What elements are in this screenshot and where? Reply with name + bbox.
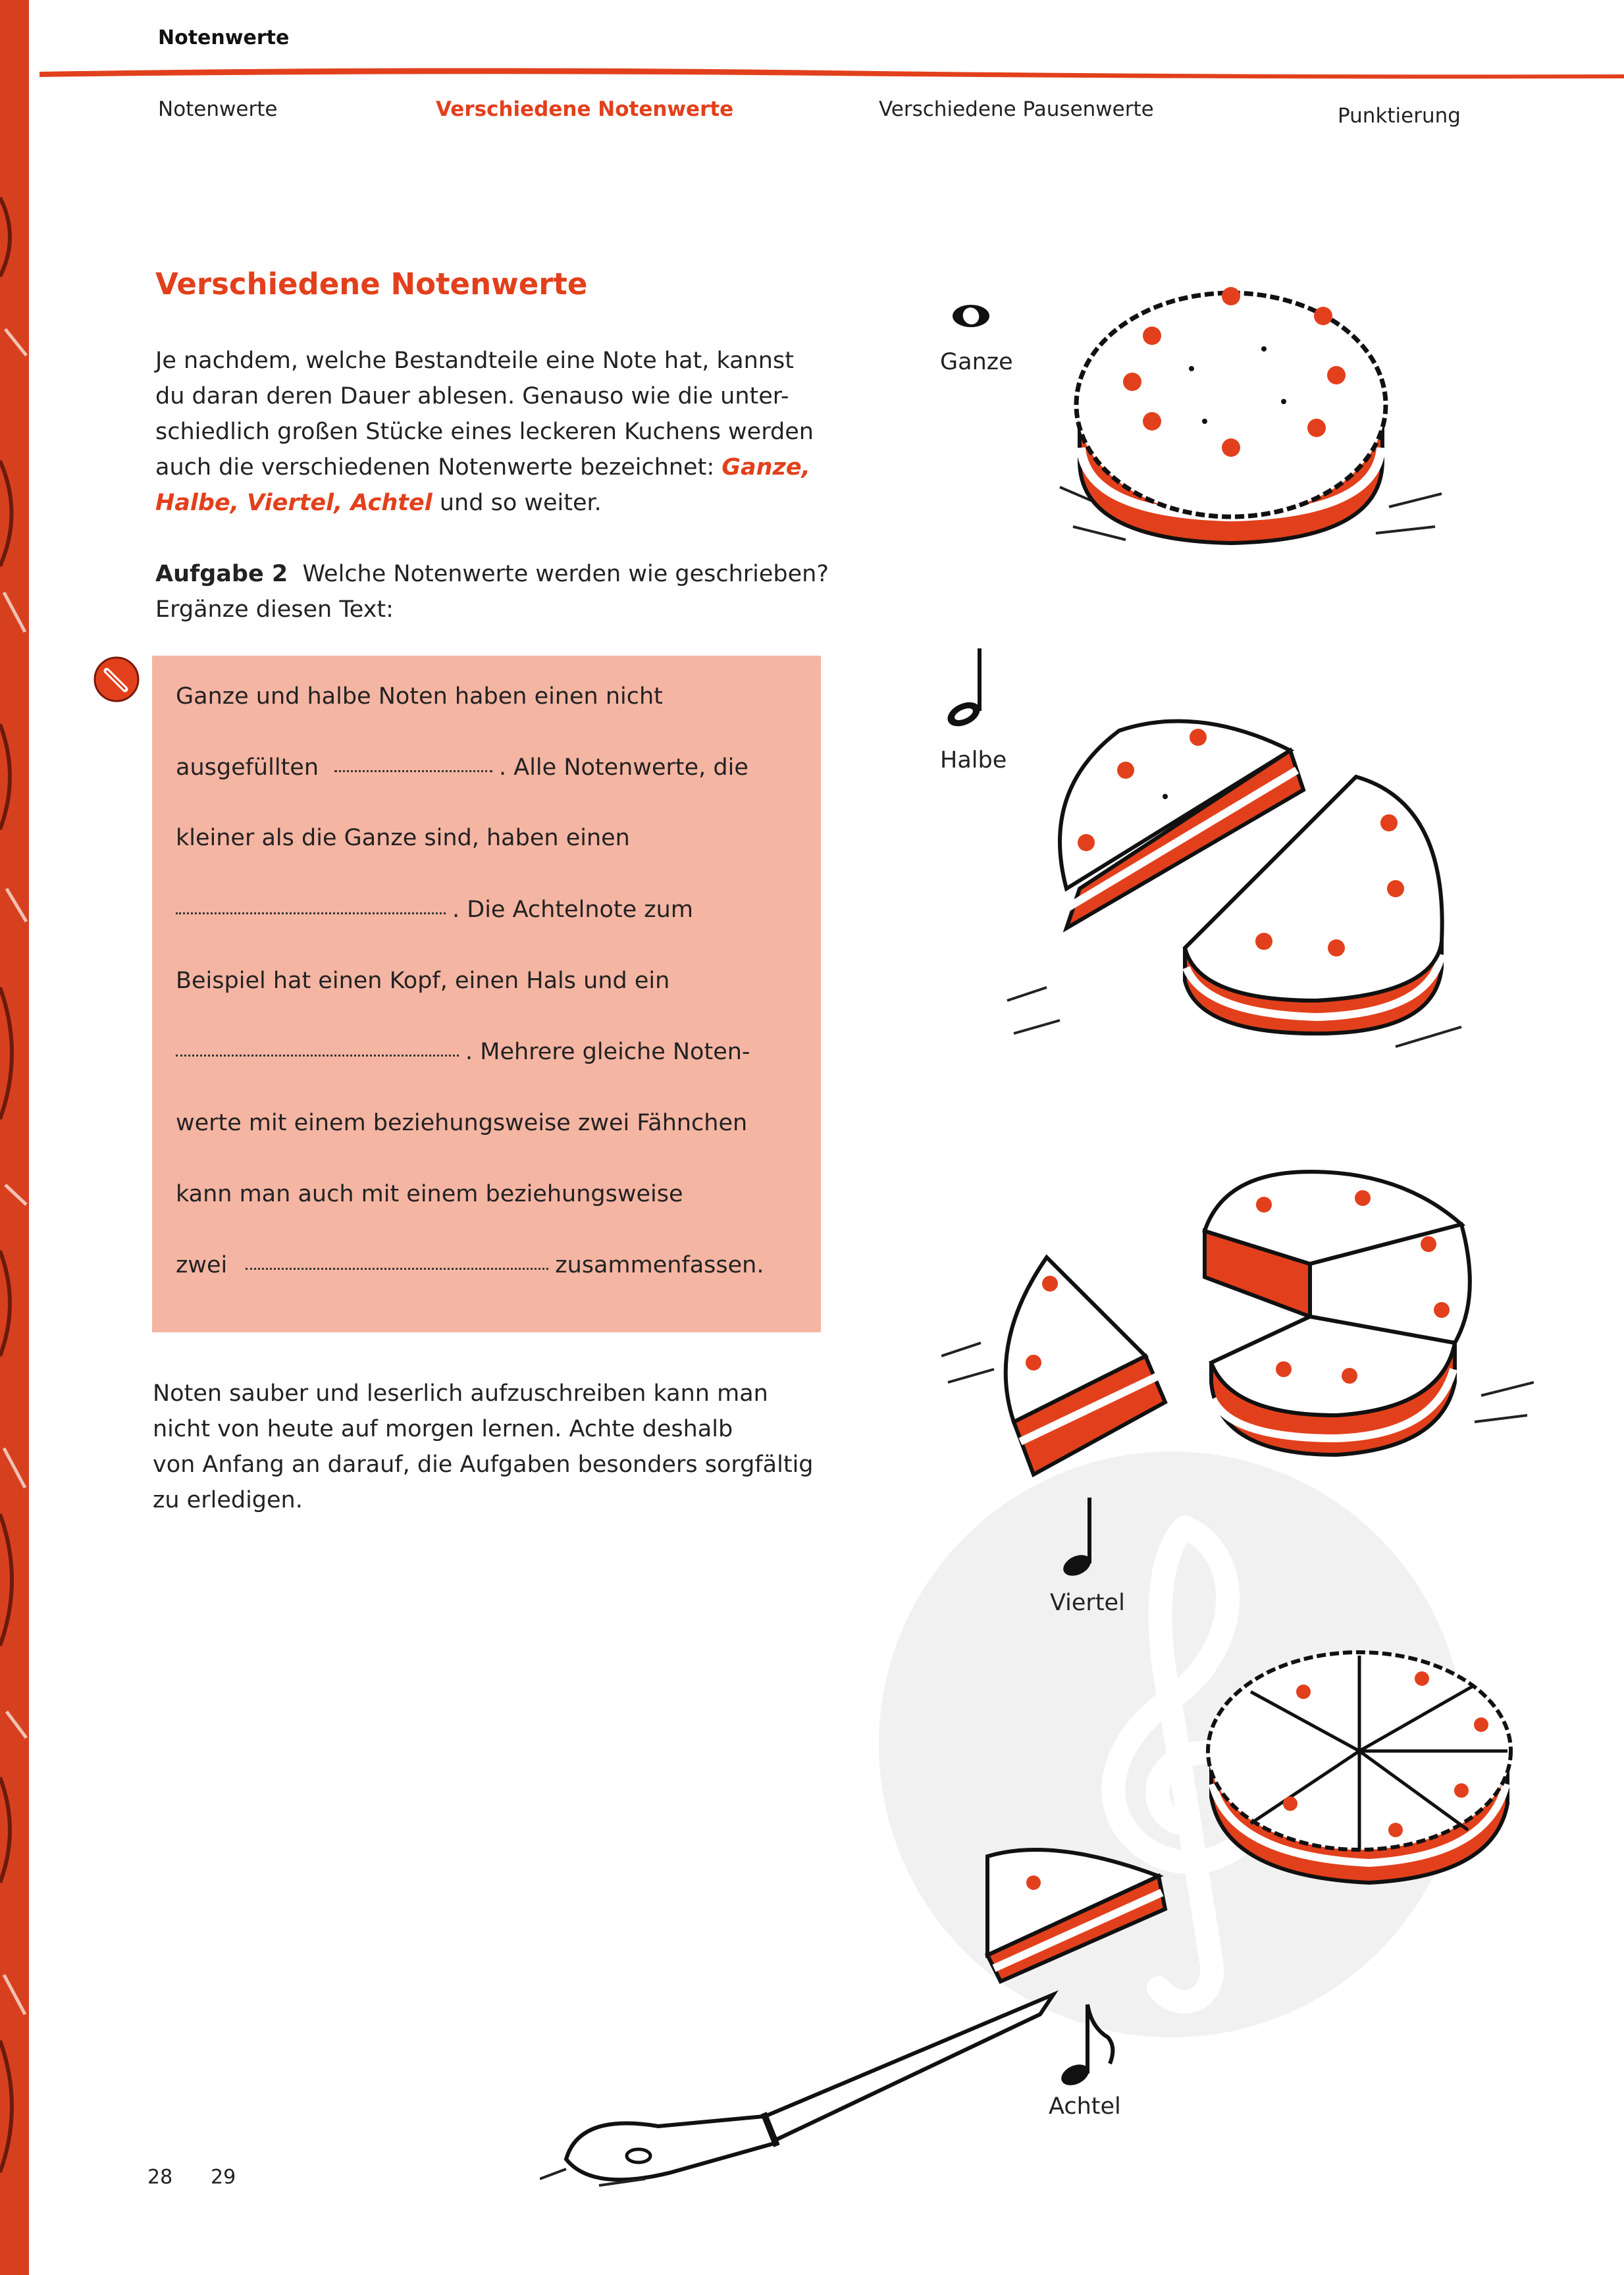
pencil-icon: [92, 655, 141, 704]
quarter-note-icon: [1060, 1494, 1099, 1580]
label-ganze: Ganze: [940, 349, 1013, 375]
nav-tab-verschiedene-pausenwerte[interactable]: Verschiedene Pausenwerte: [879, 97, 1154, 121]
exercise-text: . Alle Notenwerte, die: [499, 754, 748, 781]
fill-in-exercise-box: [152, 656, 821, 1332]
intro-line: du daran deren Dauer ablesen. Genauso wie die unter-: [155, 383, 789, 409]
task-instructions: [155, 556, 840, 627]
decorative-edge-strip: [0, 0, 29, 2275]
exercise-line: [176, 754, 748, 781]
nav-tab-notenwerte[interactable]: Notenwerte: [158, 97, 278, 121]
knife-illustration: [540, 1981, 1066, 2192]
answer-blank-1[interactable]: [334, 770, 492, 772]
nav-tab-punktierung[interactable]: Punktierung: [1338, 104, 1461, 128]
exercise-line: kleiner als die Ganze sind, haben einen: [176, 825, 630, 851]
halved-cake-illustration: [987, 691, 1475, 1060]
exercise-text: ausgefüllten: [176, 754, 319, 781]
whole-cake-illustration: [1034, 250, 1461, 599]
exercise-line: [176, 1252, 764, 1278]
running-title: Notenwerte: [158, 26, 290, 49]
exercise-line: kann man auch mit einem beziehungsweise: [176, 1181, 683, 1207]
page-number-left: 28: [147, 2166, 173, 2189]
exercise-line: [176, 897, 693, 923]
task-label: Aufgabe 2: [155, 561, 288, 587]
eighths-cake-illustration: [974, 1639, 1580, 1995]
label-halbe: Halbe: [940, 747, 1007, 773]
intro-paragraph: [155, 343, 840, 521]
section-title: Verschiedene Notenwerte: [155, 267, 588, 301]
page-number-right: 29: [211, 2166, 236, 2189]
exercise-line: werte mit einem beziehungsweise zwei Fähnchen: [176, 1110, 748, 1136]
intro-text: auch die verschiedenen Notenwerte bezeichnet:: [155, 454, 722, 481]
exercise-line: Ganze und halbe Noten haben einen nicht: [176, 683, 663, 710]
whole-note-icon: [948, 300, 994, 332]
answer-blank-3[interactable]: [176, 1054, 459, 1057]
intro-line: Je nachdem, welche Bestandteile eine Note hat, kannst: [155, 348, 794, 374]
task-question: Welche Notenwerte werden wie geschrieben?: [302, 561, 829, 587]
half-note-icon: [941, 645, 987, 727]
eighth-note-icon: [1059, 2001, 1118, 2090]
header-red-rule: [39, 63, 1624, 82]
intro-line: schiedlich großen Stücke eines leckeren Kuchens werden: [155, 419, 814, 445]
task-line: [155, 556, 840, 592]
intro-line: [155, 485, 840, 521]
nav-tab-verschiedene-notenwerte[interactable]: Verschiedene Notenwerte: [436, 97, 734, 121]
label-viertel: Viertel: [1050, 1590, 1125, 1616]
closing-line: nicht von heute auf morgen lernen. Achte deshalb: [153, 1416, 733, 1442]
exercise-text: zwei: [176, 1252, 228, 1278]
task-line: Ergänze diesen Text:: [155, 596, 394, 623]
exercise-text: zusammenfassen.: [555, 1252, 764, 1278]
closing-line: zu erledigen.: [153, 1487, 303, 1513]
label-achtel: Achtel: [1049, 2093, 1121, 2120]
exercise-text: . Mehrere gleiche Noten-: [465, 1039, 750, 1065]
intro-line: [155, 450, 840, 485]
exercise-text: . Die Achtelnote zum: [452, 897, 693, 923]
exercise-line: [176, 1039, 750, 1065]
exercise-line: Beispiel hat einen Kopf, einen Hals und ein: [176, 968, 670, 994]
closing-paragraph: [153, 1376, 877, 1518]
closing-line: Noten sauber und leserlich aufzuschreiben kann man: [153, 1380, 768, 1407]
answer-blank-2[interactable]: [176, 912, 446, 914]
quartered-cake-illustration: [941, 1145, 1534, 1521]
intro-text: und so weiter.: [432, 490, 602, 516]
answer-blank-4[interactable]: [246, 1267, 548, 1270]
closing-line: von Anfang an darauf, die Aufgaben besonders sorgfältig: [153, 1451, 814, 1478]
highlight-note-names: Ganze,: [721, 454, 810, 481]
highlight-note-names: Halbe, Viertel, Achtel: [155, 490, 432, 516]
